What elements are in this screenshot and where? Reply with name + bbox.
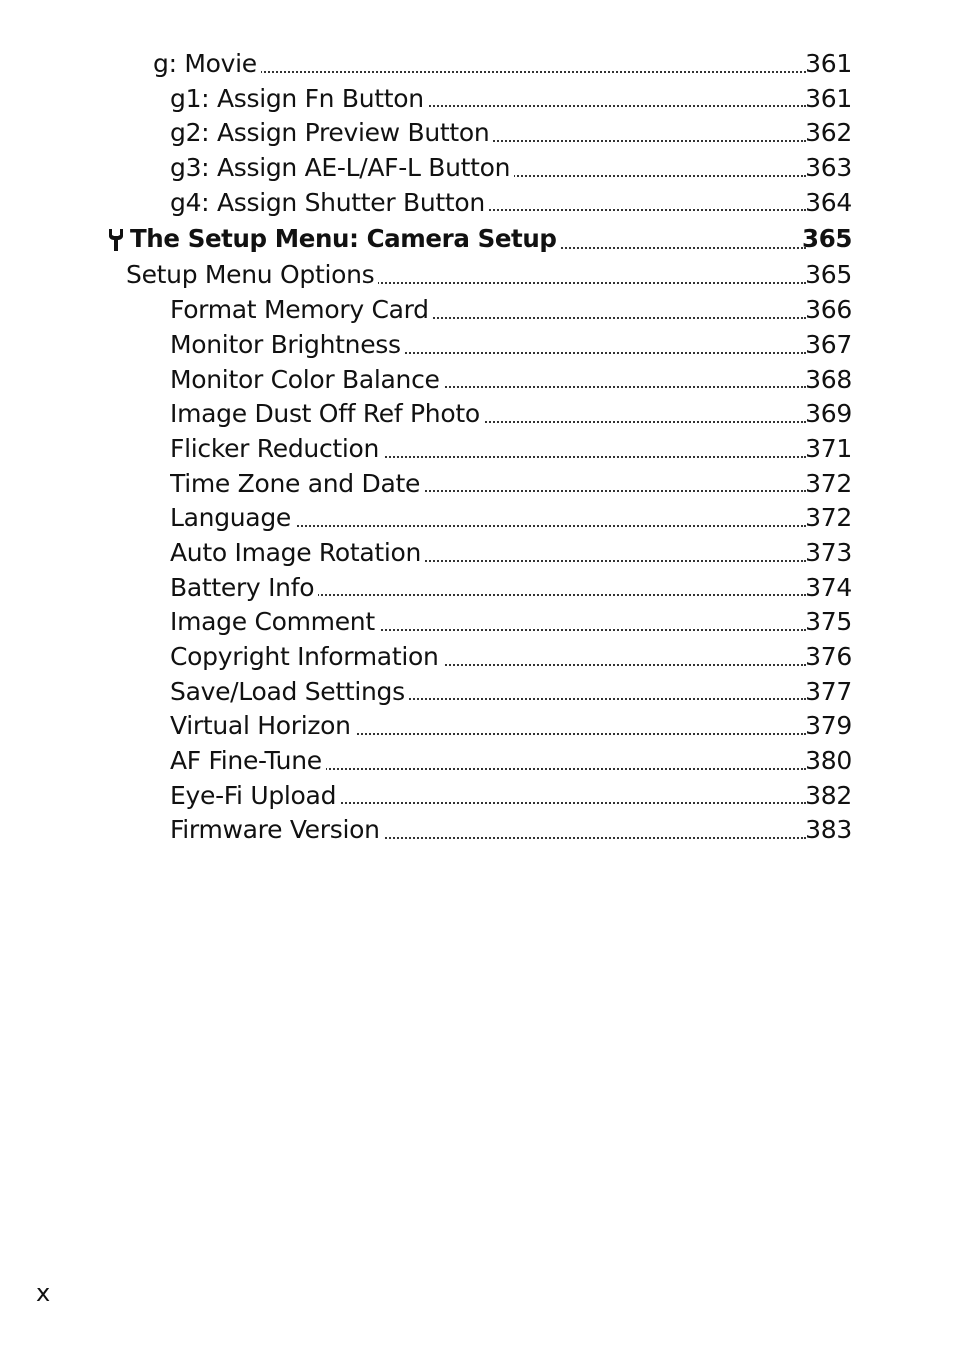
toc-entry-page: 372 xyxy=(805,468,852,498)
toc-entry-setup-menu-options[interactable] xyxy=(0,258,954,293)
toc-entry-page: 377 xyxy=(805,676,852,706)
toc-entry-save-load-settings[interactable] xyxy=(0,675,954,710)
toc-entry-page: 383 xyxy=(805,815,852,845)
toc-entry-image-dust-off[interactable] xyxy=(0,397,954,432)
toc-entry-page: 367 xyxy=(805,329,852,359)
toc-entry-monitor-color-balance[interactable] xyxy=(0,363,954,398)
toc-entry-monitor-brightness[interactable] xyxy=(0,328,954,363)
toc-entry-image-comment[interactable] xyxy=(0,605,954,640)
toc-entry-page: 365 xyxy=(802,224,852,254)
toc-entry-page: 366 xyxy=(805,295,852,325)
toc-entry-virtual-horizon[interactable] xyxy=(0,709,954,744)
toc-entry-firmware-version[interactable] xyxy=(0,813,954,848)
toc-entry-label: Battery Info xyxy=(170,573,318,602)
toc-entry-g2[interactable] xyxy=(0,116,954,151)
toc-entry-page: 375 xyxy=(805,607,852,637)
toc-entry-af-fine-tune[interactable] xyxy=(0,744,954,779)
toc-entry-label: The Setup Menu: Camera Setup xyxy=(130,224,561,253)
toc-entry-label: Flicker Reduction xyxy=(170,434,383,463)
table-of-contents xyxy=(0,47,954,848)
toc-entry-eye-fi-upload[interactable] xyxy=(0,779,954,814)
toc-entry-label: Save/Load Settings xyxy=(170,677,409,706)
toc-entry-label: Copyright Information xyxy=(170,642,443,671)
toc-entry-page: 361 xyxy=(805,49,852,78)
toc-entry-label: g: Movie xyxy=(153,49,261,78)
toc-entry-g3[interactable] xyxy=(0,151,954,186)
toc-entry-setup-menu[interactable] xyxy=(0,220,954,258)
toc-entry-label: Auto Image Rotation xyxy=(170,538,425,567)
toc-entry-label: g1: Assign Fn Button xyxy=(170,84,428,113)
wrench-icon xyxy=(106,228,126,252)
toc-entry-label: g4: Assign Shutter Button xyxy=(170,188,489,217)
toc-entry-page: 361 xyxy=(805,83,852,113)
toc-entry-page: 373 xyxy=(805,537,852,567)
toc-entry-label: AF Fine-Tune xyxy=(170,746,326,775)
toc-entry-copyright-information[interactable] xyxy=(0,640,954,675)
toc-entry-page: 382 xyxy=(805,780,852,810)
toc-entry-page: 376 xyxy=(805,642,852,671)
toc-entry-auto-image-rotation[interactable] xyxy=(0,536,954,571)
toc-entry-page: 374 xyxy=(805,572,852,602)
toc-entry-page: 364 xyxy=(805,187,852,217)
toc-entry-label: Image Dust Off Ref Photo xyxy=(170,399,484,428)
toc-entry-label: g2: Assign Preview Button xyxy=(170,118,493,147)
toc-entry-g1[interactable] xyxy=(0,82,954,117)
toc-entry-g4[interactable] xyxy=(0,186,954,221)
toc-entry-format-memory-card[interactable] xyxy=(0,293,954,328)
toc-entry-page: 362 xyxy=(805,118,852,148)
toc-entry-label: Eye-Fi Upload xyxy=(170,781,340,810)
toc-entry-time-zone-date[interactable] xyxy=(0,467,954,502)
toc-entry-page: 363 xyxy=(805,153,852,183)
toc-entry-g-movie[interactable] xyxy=(0,47,954,82)
toc-entry-page: 372 xyxy=(805,503,852,533)
toc-entry-page: 369 xyxy=(805,399,852,429)
toc-entry-label: Language xyxy=(170,503,295,532)
toc-entry-label: Setup Menu Options xyxy=(126,260,378,289)
toc-entry-page: 379 xyxy=(805,711,852,741)
toc-entry-label: Time Zone and Date xyxy=(170,469,424,498)
toc-entry-battery-info[interactable] xyxy=(0,571,954,606)
toc-entry-label: Virtual Horizon xyxy=(170,711,355,740)
page-folio: x xyxy=(36,1279,51,1307)
toc-entry-label: Format Memory Card xyxy=(170,295,433,324)
toc-entry-page: 368 xyxy=(805,364,852,394)
toc-entry-page: 365 xyxy=(805,260,852,290)
toc-entry-label: Image Comment xyxy=(170,607,379,636)
toc-entry-flicker-reduction[interactable] xyxy=(0,432,954,467)
toc-entry-label: Firmware Version xyxy=(170,815,384,844)
toc-entry-label: g3: Assign AE-L/AF-L Button xyxy=(170,153,514,182)
toc-entry-page: 371 xyxy=(805,433,852,463)
toc-entry-label: Monitor Color Balance xyxy=(170,365,444,394)
toc-entry-label: Monitor Brightness xyxy=(170,330,405,359)
toc-entry-language[interactable] xyxy=(0,501,954,536)
toc-entry-page: 380 xyxy=(805,746,852,776)
